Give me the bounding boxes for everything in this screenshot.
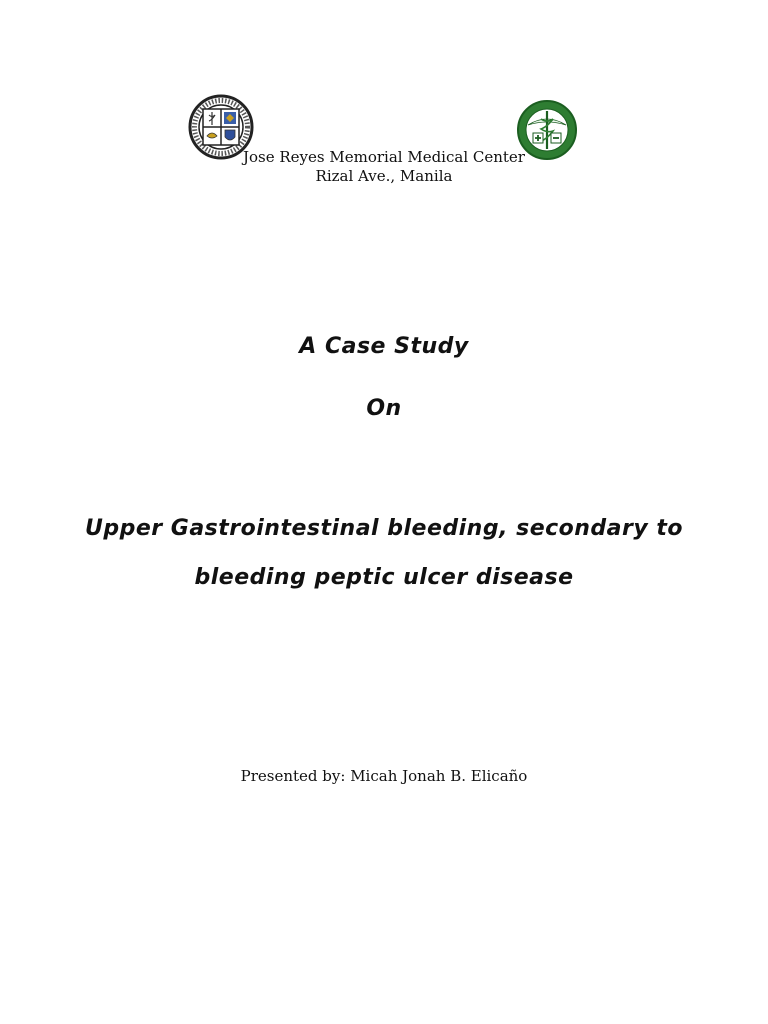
institution-name: Jose Reyes Memorial Medical Center bbox=[243, 148, 525, 166]
institution-address: Rizal Ave., Manila bbox=[315, 167, 453, 185]
document-title-connector: On bbox=[366, 396, 402, 421]
presenter-credit: Presented by: Micah Jonah B. Elicaño bbox=[240, 767, 528, 785]
document-title: A Case Study bbox=[299, 334, 469, 359]
case-subject-line-2: bleeding peptic ulcer disease bbox=[194, 565, 574, 590]
case-subject-line-1: Upper Gastrointestinal bleeding, secondary to bbox=[84, 516, 684, 541]
